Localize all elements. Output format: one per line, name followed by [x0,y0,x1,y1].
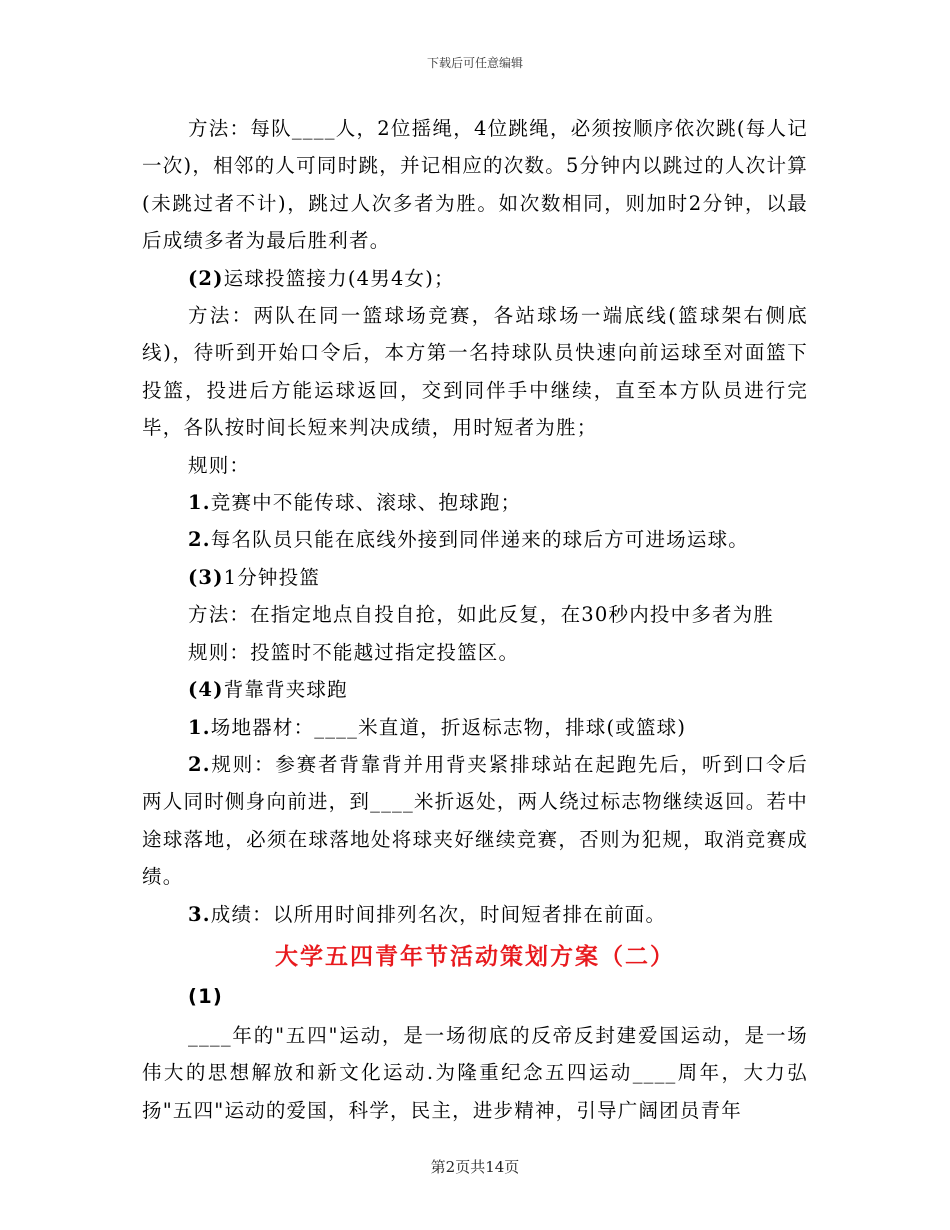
sub-item-equipment [142,709,808,746]
sub-item-text: 场地器材：____米直道，折返标志物，排球(或篮球) [210,715,687,739]
rule-text: 竞赛中不能传球、滚球、抱球跑； [210,491,522,515]
rule-item [142,521,808,558]
item-label: 运球投篮接力(4男4女)； [223,266,455,290]
paragraph-may-fourth-intro: ____年的"五四"运动，是一场彻底的反帝反封建爱国运动，是一场伟大的思想解放和新文化运动.为隆重纪念五四运动____周年，大力弘扬"五四"运动的爱国，科学，民主，进步精神，引导广阔团员青年 [142,1023,808,1122]
paragraph-method-jump-rope: 方法：每队____人，2位摇绳，4位跳绳，必须按顺序依次跳(每人记一次)，相邻的人可同时跳，并记相应的次数。5分钟内以跳过的人次计算(未跳过者不计)，跳过人次多者为胜。如次数相同，则加时2分钟，以最后成绩多者为最后胜利者。 [142,117,808,253]
item-number: (4) [188,678,224,702]
sub-item-number: 3. [188,902,211,926]
method-shooting: 方法：在指定地点自投自抢，如此反复，在30秒内投中多者为胜 [188,603,775,627]
page-header-note: 下载后可任意编辑 [426,56,523,70]
section-title: 大学五四青年节活动策划方案（二） [275,943,675,970]
sub-item-scoring [142,896,808,933]
item-number: (3) [188,565,224,589]
item-shooting-heading [142,559,808,596]
item-label: 背靠背夹球跑 [223,678,348,702]
rule-item [142,484,808,521]
section-subheading: (1) [188,984,223,1008]
rule-number: 2. [188,528,211,552]
item-back-to-back-heading [142,671,808,708]
sub-item-text: 成绩：以所用时间排列名次，时间短者排在前面。 [210,902,667,926]
rule-text: 每名队员只能在底线外接到同伴递来的球后方可进场运球。 [210,528,749,552]
rule-number: 1. [188,491,211,515]
sub-item-rules [142,746,808,896]
sub-item-text: 规则：参赛者背靠背并用背夹紧排球站在起跑先后，听到口令后两人同时侧身向前进，到____米折返处，两人绕过标志物继续返回。若中途球落地，必须在球落地处将球夹好继续竞赛，否则为犯规，取消竞赛成绩。 [142,752,808,889]
sub-item-number: 1. [188,715,211,739]
item-label: 1分钟投篮 [223,565,321,589]
item-number: (2) [188,266,224,290]
document-body [142,110,808,1129]
item-relay-heading [142,260,808,297]
rules-label: 规则： [188,453,251,477]
sub-item-number: 2. [188,752,211,776]
page-number: 第2页共14页 [430,1158,520,1176]
rule-shooting: 规则：投篮时不能越过指定投篮区。 [188,640,520,664]
paragraph-method-relay: 方法：两队在同一篮球场竞赛，各站球场一端底线(篮球架右侧底线)，待听到开始口令后，本方第一名持球队员快速向前运球至对面篮下投篮，投进后方能运球返回，交到同伴手中继续，直至本方队员进行完毕，各队按时间长短来判决成绩，用时短者为胜； [142,304,808,440]
